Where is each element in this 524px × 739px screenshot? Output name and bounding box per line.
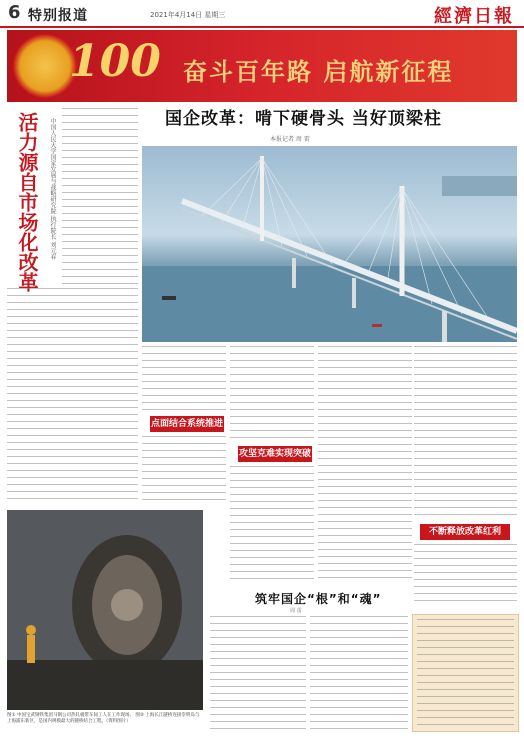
main-body-col1-a — [142, 346, 226, 412]
left-article-title: 活力源自市场化改革 — [15, 112, 39, 292]
section-title: 特别报道 — [28, 8, 88, 24]
main-headline: 国企改革：啃下硬骨头 当好顶梁柱 — [165, 109, 442, 129]
centenary-number: 100 — [69, 36, 161, 87]
factory-photo — [7, 510, 203, 710]
bottom-body-col1 — [210, 616, 306, 730]
subhead-system: 点面结合系统推进 — [150, 416, 224, 432]
factory-illustration — [7, 510, 203, 710]
left-article-body-2 — [7, 288, 138, 502]
left-article-body-1 — [62, 108, 138, 284]
bottom-article-byline: 周 雷 — [290, 608, 302, 614]
main-body-col3 — [318, 346, 412, 582]
commentary-body — [417, 619, 514, 727]
subhead-dividend: 不断释放改革红利 — [420, 524, 510, 540]
main-body-col2-b — [230, 466, 314, 582]
main-body-col2-a — [230, 346, 314, 442]
centenary-banner — [7, 30, 517, 102]
bridge-photo — [142, 146, 517, 342]
page-number: 6 — [8, 2, 21, 23]
banner-slogan: 奋斗百年路 启航新征程 — [183, 58, 454, 86]
left-article-author: 中国人民大学国家发展与战略研究院 执行院长 刘元春 — [49, 118, 56, 260]
commentary-box — [412, 614, 519, 732]
bottom-article-title: 筑牢国企“根”和“魂” — [255, 592, 382, 606]
bridge-illustration — [142, 146, 517, 342]
bottom-body-col2 — [310, 616, 408, 730]
party-emblem-icon — [13, 34, 77, 98]
main-body-col4-b — [414, 544, 517, 606]
main-body-col1-b — [142, 436, 226, 506]
main-body-col4-a — [414, 346, 517, 520]
subhead-breakthrough: 攻坚克难实现突破 — [238, 446, 312, 462]
newspaper-logo: 經濟日報 — [434, 6, 514, 27]
photo-caption: 图① 中国宝武钢铁集团马钢公司热轧板带车间工人在工作现场。 图② 上海长江隧桥连接崇明岛与上海浦东新区，是国内规模最大的隧桥结合工程。（资料图片） — [7, 713, 200, 724]
main-byline: 本报记者 周 雷 — [270, 136, 310, 143]
page-header — [0, 0, 524, 28]
issue-date: 2021年4月14日 星期三 — [150, 11, 226, 19]
